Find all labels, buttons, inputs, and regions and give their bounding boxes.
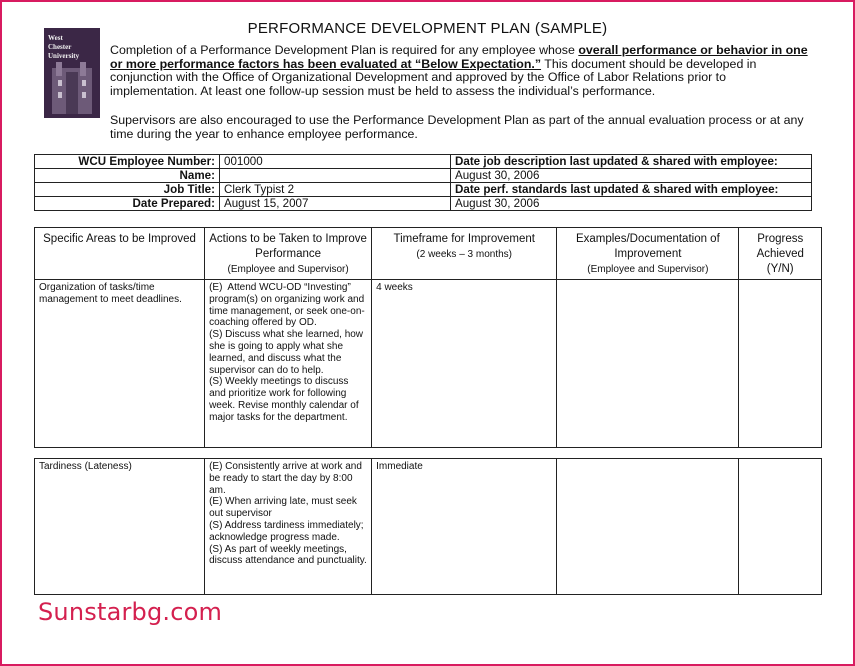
intro-text-2: This document should be developed in conjunction with the Office of Organizational Development and approved by the Office of Labor Relations prior to implementation. At least one follow-up session must be held to assess the individual’s performance. <box>110 56 757 98</box>
job-desc-label: Date job description last updated & shared with employee: <box>451 155 812 169</box>
header-examples-sub: (Employee and Supervisor) <box>587 264 709 275</box>
supervisors-paragraph <box>40 114 810 141</box>
header-actions <box>205 228 372 280</box>
timeframe-cell: Immediate <box>372 459 557 595</box>
name-label: Name: <box>35 169 220 183</box>
job-title-value: Clerk Typist 2 <box>220 183 451 197</box>
perf-std-label: Date perf. standards last updated & shared with employee: <box>451 183 812 197</box>
area-cell: Organization of tasks/time management to meet deadlines. <box>35 280 205 448</box>
svg-text:University: University <box>48 52 80 60</box>
job-title-label: Job Title: <box>35 183 220 197</box>
header-timeframe <box>372 228 557 280</box>
intro-highlight: overall performance or behavior in one or more performance factors has been evaluated at “Below Expectation.” <box>110 43 808 71</box>
info-row <box>35 169 812 183</box>
actions-cell: (E) Attend WCU-OD “Investing” program(s) on organizing work and time management, or seek one-on-coaching offered by OD. (S) Discuss what she learned, how she is going to apply what she learned, and discuss what the supervisor can do to help. (S) Weekly meetings to discuss and prioritize work for following week. Revise monthly calendar of major tasks for the department. <box>205 280 372 448</box>
area-cell: Tardiness (Lateness) <box>35 459 205 595</box>
job-desc-date: August 30, 2006 <box>451 169 812 183</box>
page-title: PERFORMANCE DEVELOPMENT PLAN (SAMPLE) <box>247 20 608 37</box>
info-row <box>35 197 812 211</box>
table-row <box>35 280 822 448</box>
progress-cell <box>739 280 822 448</box>
header-actions-text: Actions to be Taken to Improve Performance <box>209 233 367 260</box>
header-examples <box>557 228 739 280</box>
info-row <box>35 155 812 169</box>
header-actions-sub: (Employee and Supervisor) <box>227 264 349 275</box>
timeframe-cell: 4 weeks <box>372 280 557 448</box>
plan-header-row <box>35 228 822 280</box>
university-logo <box>44 28 100 118</box>
info-row <box>35 183 812 197</box>
date-prepared-label: Date Prepared: <box>35 197 220 211</box>
intro-text-1: Completion of a Performance Development Plan is required for any employee whose <box>110 43 579 57</box>
employee-number-label: WCU Employee Number: <box>35 155 220 169</box>
header-timeframe-sub: (2 weeks – 3 months) <box>416 249 513 260</box>
date-prepared-value: August 15, 2007 <box>220 197 451 211</box>
table-row <box>35 459 822 595</box>
employee-number-value: 001000 <box>220 155 451 169</box>
header-progress <box>739 228 822 280</box>
header-areas-text: Specific Areas to be Improved <box>43 233 196 245</box>
employee-info-table <box>34 154 812 211</box>
header-examples-text: Examples/Documentation of Improvement <box>575 233 720 260</box>
progress-cell <box>739 459 822 595</box>
svg-text:West: West <box>48 34 63 42</box>
perf-std-date: August 30, 2006 <box>451 197 812 211</box>
actions-cell: (E) Consistently arrive at work and be ready to start the day by 8:00 am. (E) When arriving late, must seek out supervisor (S) Address tardiness immediately; acknowledge progress made. (S) As part of weekly meetings, discuss attendance and punctuality. <box>205 459 372 595</box>
supervisors-text: Supervisors are also encouraged to use the Performance Development Plan as part of the annual evaluation process or at any time during the year to enhance employee performance. <box>110 113 804 141</box>
header-timeframe-text: Timeframe for Improvement <box>393 233 535 245</box>
examples-cell <box>557 280 739 448</box>
svg-text:Chester: Chester <box>48 43 72 51</box>
plan-table-2 <box>34 458 822 595</box>
header-areas <box>35 228 205 280</box>
intro-paragraph <box>110 44 810 98</box>
header-progress-text: Progress Achieved (Y/N) <box>756 233 804 275</box>
name-value <box>220 169 451 183</box>
watermark-text: Sunstarbg.com <box>38 598 223 626</box>
plan-table-1 <box>34 227 822 448</box>
examples-cell <box>557 459 739 595</box>
